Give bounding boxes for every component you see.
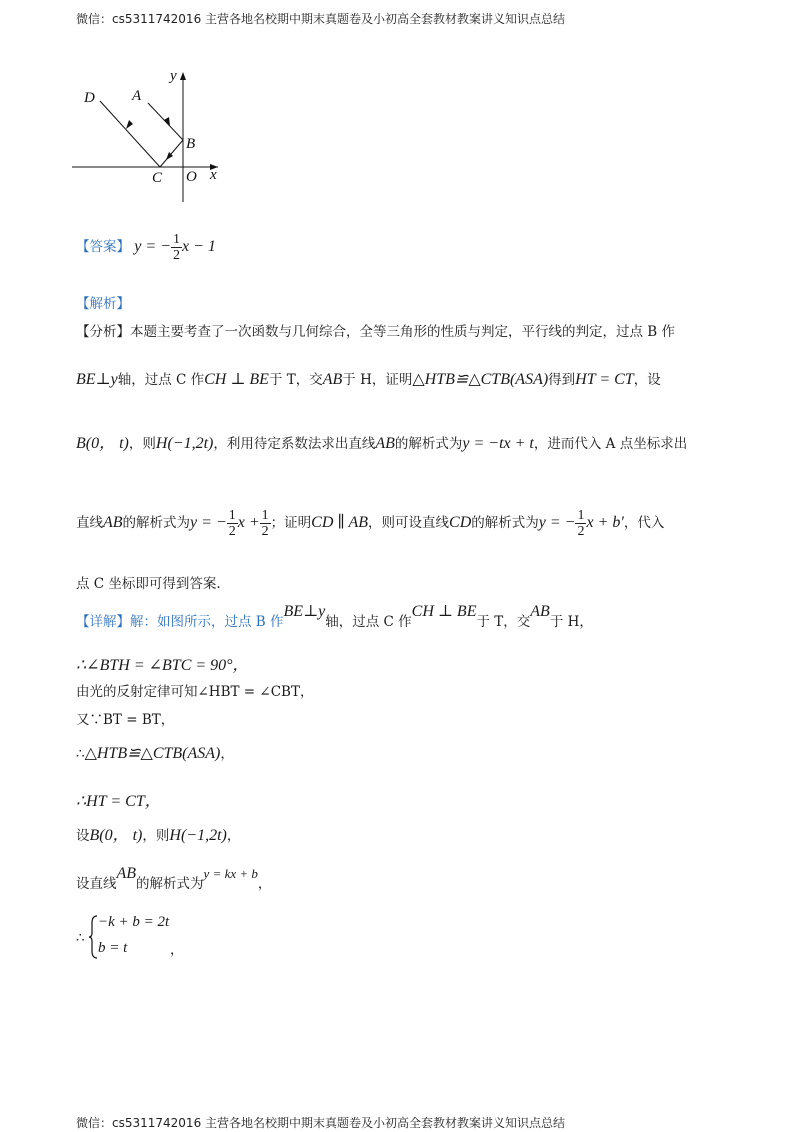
detail-line-7: 设B(0， t)，则H(−1,2t)， <box>76 827 241 844</box>
analysis-line-2: BE⊥y轴，过点 C 作CH ⊥ BE于 T，交AB于 H，证明△HTB≌△CTB(ASA)得到HT = CT，设 <box>76 371 661 388</box>
detail-line-6: ∴HT = CT， <box>76 793 161 810</box>
page-footer: 微信：cs5311742016 主营各地名校期中期末真题卷及小初高全套教材教案讲义知识点总结 <box>76 1116 566 1130</box>
analysis-line-3: B(0， t)，则H(−1,2t)，利用待定系数法求出直线AB的解析式为y = −tx + t，进而代入 A 点坐标求出 <box>76 435 688 452</box>
detail-line-1: 【详解】解：如图所示，过点 B 作BE⊥y轴，过点 C 作CH ⊥ BE于 T，交AB于 H， <box>76 603 593 630</box>
detail-line-8: 设直线AB的解析式为y = kx + b， <box>76 865 272 892</box>
page-header: 微信：cs5311742016 主营各地名校期中期末真题卷及小初高全套教材教案讲义知识点总结 <box>76 12 566 26</box>
line-bc <box>160 140 183 167</box>
system-brace <box>88 915 98 959</box>
analysis-line-1: 【分析】本题主要考查了一次函数与几何综合，全等三角形的性质与判定，平行线的判定，过点 B 作 <box>76 324 676 340</box>
label-a: A <box>132 88 142 104</box>
answer-tag: 【答案】 <box>76 239 130 255</box>
label-c: C <box>152 170 163 186</box>
label-b: B <box>186 136 196 152</box>
line-dc <box>100 101 160 167</box>
label-x: x <box>210 167 217 183</box>
detail-comma: ， <box>170 942 184 958</box>
answer-line: 【答案】 y = − $\frac{1}{2}$ x − 1 <box>76 232 216 263</box>
label-d: D <box>84 90 95 106</box>
detail-therefore: ∴ <box>76 930 85 946</box>
detail-line-5: ∴△HTB≌△CTB(ASA)， <box>76 745 234 762</box>
analysis-line-5: 点 C 坐标即可得到答案. <box>76 576 221 592</box>
label-y: y <box>170 68 177 84</box>
system-eq-1: −k + b = 2t <box>98 914 170 930</box>
detail-line-4: 又∵BT = BT， <box>76 712 175 728</box>
geometry-figure <box>70 68 230 204</box>
detail-line-3: 由光的反射定律可知∠HBT = ∠CBT， <box>76 684 314 700</box>
analysis-line-4: 直线AB的解析式为y = − $\frac{1}{2}$ x + $\frac{1}{2}$ ；证明CD ∥ AB，则可设直线CD的解析式为y = − $\frac{1}{2}$ x + b′，代入 <box>76 508 665 539</box>
analysis-tag: 【解析】 <box>76 296 130 312</box>
detail-line-2: ∴∠BTH = ∠BTC = 90°， <box>76 657 249 674</box>
label-o: O <box>186 169 197 185</box>
system-eq-2: b = t <box>98 940 128 956</box>
